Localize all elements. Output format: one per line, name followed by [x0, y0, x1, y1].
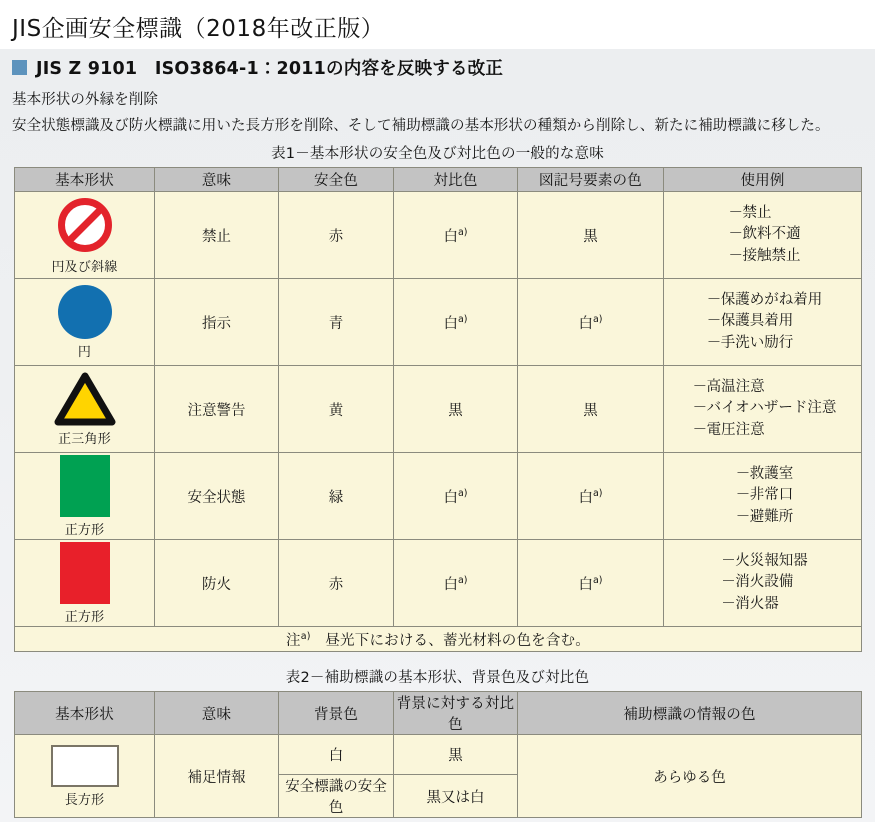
table1-symbol-color-cell	[518, 279, 664, 366]
table1-meaning-cell: 禁止	[155, 192, 279, 279]
table1-note-row	[15, 627, 862, 652]
usage-item: －保護めがね着用	[706, 292, 823, 309]
content-band	[0, 49, 875, 822]
table1-safety-color-cell: 赤	[279, 540, 394, 627]
table1-contrast-color-cell	[394, 366, 518, 453]
table1-shape-cell	[15, 540, 155, 627]
table1-meaning-cell: 注意警告	[155, 366, 279, 453]
shape-label: 正方形	[64, 609, 105, 625]
table-row	[15, 366, 862, 453]
value: 白	[578, 315, 593, 332]
table2-shape-cell	[15, 735, 155, 818]
footnote-marker: a)	[592, 574, 603, 586]
blue-square-icon	[12, 60, 27, 75]
blue-circle-icon	[58, 285, 112, 339]
page-title: JIS企画安全標識（2018年改正版）	[0, 0, 875, 49]
table1-usage-cell	[664, 279, 862, 366]
value: 白	[578, 576, 593, 593]
green-square-icon	[60, 455, 110, 517]
red-square-icon	[60, 542, 110, 604]
usage-item: －消火設備	[721, 574, 794, 591]
note-text: 昼光下における、蓄光材料の色を含む。	[310, 632, 590, 649]
usage-item: －禁止	[728, 205, 772, 222]
footnote-marker: a)	[457, 487, 468, 499]
table-row	[15, 540, 862, 627]
usage-item: －バイオハザード注意	[692, 400, 837, 417]
footnote-marker: a)	[300, 630, 311, 642]
usage-item: －救護室	[735, 466, 794, 483]
section-heading	[0, 49, 875, 85]
table1-symbol-color-cell	[518, 540, 664, 627]
table2-header-cell: 補助標識の情報の色	[518, 692, 862, 735]
usage-item: －手洗い励行	[706, 334, 794, 351]
usage-item: －保護具着用	[706, 313, 794, 330]
table1-safety-color-cell: 緑	[279, 453, 394, 540]
section-line-2: 安全状態標識及び防火標識に用いた長方形を削除、そして補助標識の基本形状の種類から削除し、新たに補助標識に移した。	[12, 118, 830, 134]
table2-header-row	[15, 692, 862, 735]
shape-label: 長方形	[64, 792, 105, 808]
value: 白	[443, 315, 458, 332]
table2-background-color-cell: 白	[279, 735, 394, 775]
table2-background-color-cell: 安全標識の安全色	[279, 775, 394, 818]
usage-item: －火災報知器	[721, 553, 808, 570]
prohibition-sign-icon	[56, 196, 114, 254]
table1-header-row	[15, 168, 862, 192]
yellow-triangle-icon	[54, 372, 116, 426]
table2-header-cell: 意味	[155, 692, 279, 735]
table1	[14, 167, 862, 652]
table1-header-cell: 図記号要素の色	[518, 168, 664, 192]
table1-header-cell: 安全色	[279, 168, 394, 192]
table1-contrast-color-cell	[394, 279, 518, 366]
table2-caption: 表2－補助標識の基本形状、背景色及び対比色	[285, 670, 590, 686]
shape-label: 正三角形	[58, 431, 111, 447]
table1-header-cell: 基本形状	[15, 168, 155, 192]
usage-item: －接触禁止	[728, 247, 801, 264]
table1-safety-color-cell: 赤	[279, 192, 394, 279]
table1-header-cell: 使用例	[664, 168, 862, 192]
footnote-marker: a)	[457, 574, 468, 586]
table2-header-cell: 背景色	[279, 692, 394, 735]
table1-contrast-color-cell	[394, 192, 518, 279]
section-heading-text: JIS Z 9101 ISO3864-1：2011の内容を反映する改正	[36, 59, 504, 79]
table2-contrast-color-cell: 黒又は白	[394, 775, 518, 818]
value: 白	[443, 489, 458, 506]
table2-meaning-cell: 補足情報	[155, 735, 279, 818]
table1-meaning-cell: 指示	[155, 279, 279, 366]
table1-shape-cell	[15, 453, 155, 540]
table1-note-cell	[15, 627, 862, 652]
usage-item: －高温注意	[692, 379, 765, 396]
usage-item: －飲料不適	[728, 226, 801, 243]
table1-safety-color-cell: 青	[279, 279, 394, 366]
table1-contrast-color-cell	[394, 453, 518, 540]
value: 白	[443, 576, 458, 593]
table1-usage-cell	[664, 366, 862, 453]
footnote-marker: a)	[592, 487, 603, 499]
value: 白	[443, 228, 458, 245]
table1-meaning-cell: 防火	[155, 540, 279, 627]
note-prefix: 注	[286, 632, 301, 649]
table1-shape-cell	[15, 279, 155, 366]
table1-meaning-cell: 安全状態	[155, 453, 279, 540]
table-row	[15, 453, 862, 540]
white-rectangle-icon	[51, 745, 119, 787]
value: 黒	[583, 228, 598, 245]
section-line-1: 基本形状の外縁を削除	[12, 92, 158, 108]
table1-symbol-color-cell	[518, 366, 664, 453]
table1-header-cell: 対比色	[394, 168, 518, 192]
footnote-marker: a)	[457, 226, 468, 238]
value: 黒	[583, 402, 598, 419]
footnote-marker: a)	[457, 313, 468, 325]
shape-label: 円及び斜線	[51, 259, 118, 275]
table2-contrast-color-cell: 黒	[394, 735, 518, 775]
shape-label: 円	[77, 344, 92, 360]
shape-label: 正方形	[64, 522, 105, 538]
table1-shape-cell	[15, 366, 155, 453]
table1-caption: 表1－基本形状の安全色及び対比色の一般的な意味	[271, 146, 604, 162]
table1-usage-cell	[664, 192, 862, 279]
table1-usage-cell	[664, 540, 862, 627]
table1-wrapper	[0, 167, 875, 652]
value: 黒	[448, 402, 463, 419]
table-row	[15, 735, 862, 775]
table2-header-cell: 基本形状	[15, 692, 155, 735]
table2-info-color-cell: あらゆる色	[518, 735, 862, 818]
table1-safety-color-cell: 黄	[279, 366, 394, 453]
table1-header-cell: 意味	[155, 168, 279, 192]
table1-usage-cell	[664, 453, 862, 540]
table2	[14, 691, 862, 818]
table2-wrapper	[0, 691, 875, 818]
table1-symbol-color-cell	[518, 192, 664, 279]
value: 白	[578, 489, 593, 506]
table1-shape-cell	[15, 192, 155, 279]
table-row	[15, 279, 862, 366]
table1-symbol-color-cell	[518, 453, 664, 540]
table2-header-cell: 背景に対する対比色	[394, 692, 518, 735]
usage-item: －電圧注意	[692, 421, 765, 438]
usage-item: －非常口	[735, 487, 794, 504]
table-row	[15, 192, 862, 279]
usage-item: －避難所	[735, 508, 794, 525]
footnote-marker: a)	[592, 313, 603, 325]
usage-item: －消火器	[721, 595, 779, 612]
table1-contrast-color-cell	[394, 540, 518, 627]
